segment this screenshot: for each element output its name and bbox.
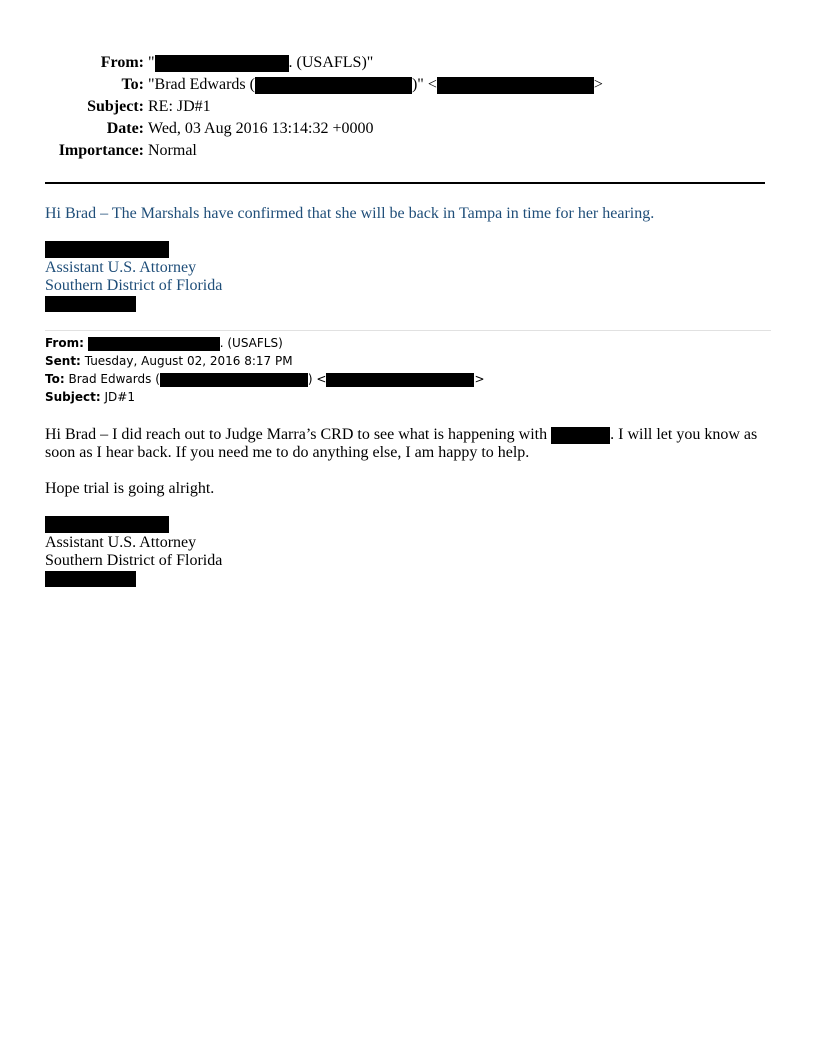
orig-body-line-1: [45, 426, 757, 444]
orig-to-separator: ) <: [307, 372, 327, 386]
redaction-block: [255, 77, 412, 94]
orig-from-label: From:: [45, 336, 84, 350]
redaction-block: [437, 77, 594, 94]
to-separator: )" <: [411, 76, 437, 93]
from-quote: ": [148, 54, 155, 71]
reply-body: Hi Brad – The Marshals have confirmed that she will be back in Tampa in time for her hearing.: [45, 205, 655, 222]
orig-to-label: To:: [45, 372, 65, 386]
quoted-divider: [45, 330, 771, 331]
redaction-block: [326, 373, 474, 387]
orig-body-text-cont: . I will let you know as: [610, 426, 758, 443]
redaction-block: [155, 55, 289, 72]
orig-body-text: Hi Brad – I did reach out to Judge Marra’s CRD to see what is happening with: [45, 426, 548, 443]
importance-label: Importance:: [58, 142, 144, 159]
orig-to-row: [45, 370, 485, 388]
orig-from-org: . (USAFLS): [219, 336, 283, 350]
orig-subject-row: [45, 388, 135, 406]
redaction-block: [45, 516, 169, 533]
to-close: >: [593, 76, 603, 93]
header-divider: [45, 182, 765, 184]
to-value: [148, 74, 603, 96]
redaction-block: [45, 241, 169, 258]
reply-sig-title: Assistant U.S. Attorney: [45, 259, 197, 276]
orig-subject-label: Subject:: [45, 390, 101, 404]
to-name: "Brad Edwards (: [148, 76, 255, 93]
orig-to-close: >: [474, 372, 485, 386]
from-value: [148, 52, 373, 74]
subject-value: RE: JD#1: [148, 98, 211, 115]
date-label: Date:: [106, 120, 144, 137]
orig-to-name: Brad Edwards (: [68, 372, 160, 386]
orig-sig-title: Assistant U.S. Attorney: [45, 534, 197, 551]
orig-from-row: [45, 334, 283, 352]
orig-sent-row: [45, 352, 293, 370]
redaction-block: [45, 296, 136, 312]
date-value: Wed, 03 Aug 2016 13:14:32 +0000: [148, 120, 374, 137]
redaction-block: [88, 337, 220, 351]
importance-value: Normal: [148, 142, 197, 159]
orig-body-line-2: soon as I hear back. If you need me to do anything else, I am happy to help.: [45, 444, 530, 461]
orig-sent-label: Sent:: [45, 354, 81, 368]
reply-sig-office: Southern District of Florida: [45, 277, 223, 294]
to-label: To:: [121, 76, 144, 93]
orig-sig-office: Southern District of Florida: [45, 552, 223, 569]
orig-subject-value: JD#1: [104, 390, 135, 404]
redaction-block: [160, 373, 308, 387]
redaction-block: [551, 427, 610, 444]
from-label: From:: [100, 54, 144, 71]
redaction-block: [45, 571, 136, 587]
orig-sent-value: Tuesday, August 02, 2016 8:17 PM: [84, 354, 293, 368]
orig-body-line-3: Hope trial is going alright.: [45, 480, 215, 497]
from-org: . (USAFLS)": [288, 54, 374, 71]
subject-label: Subject:: [87, 98, 144, 115]
